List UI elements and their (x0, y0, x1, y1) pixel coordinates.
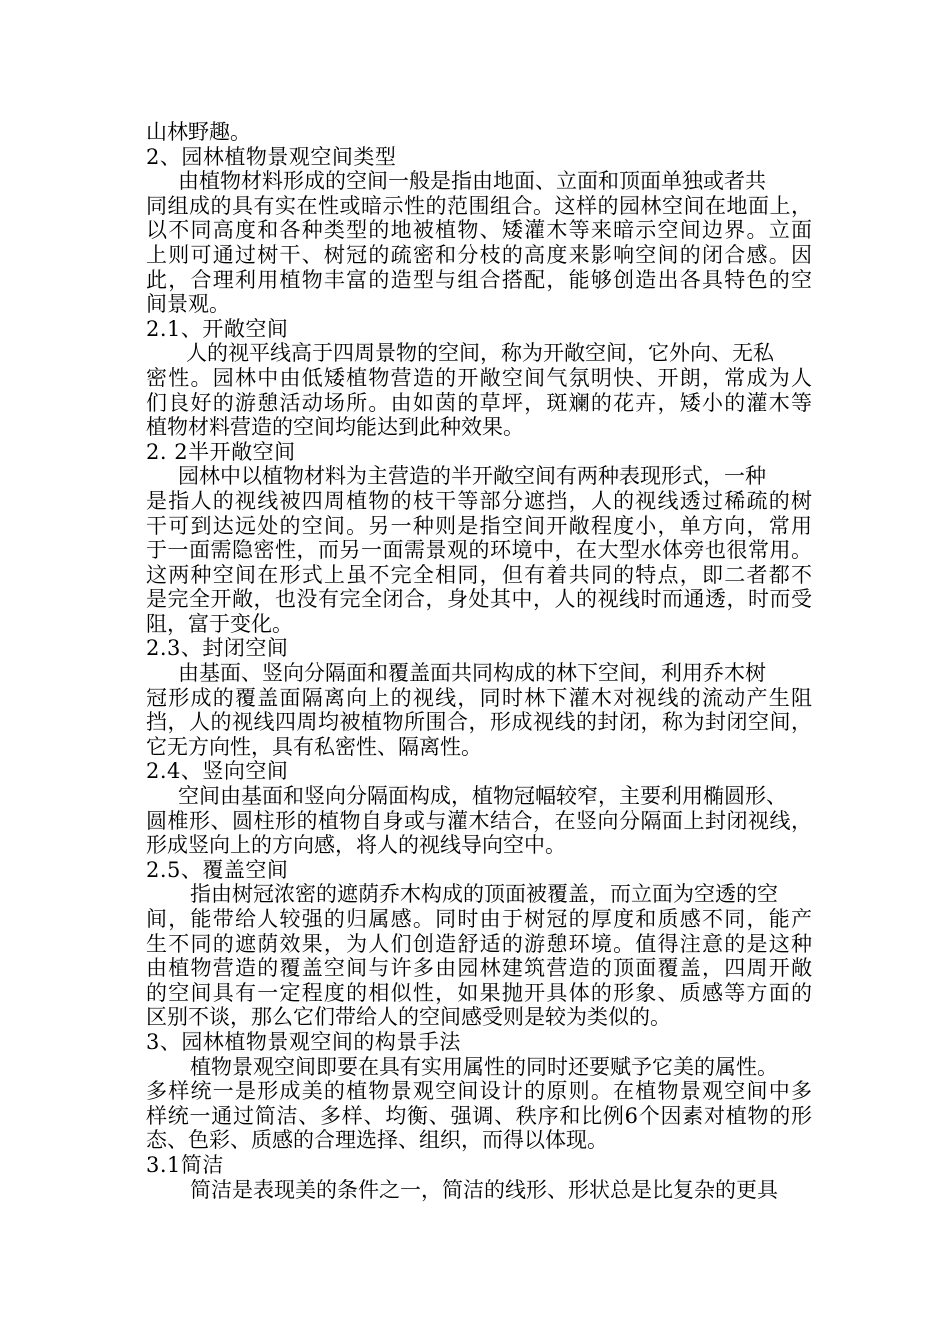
body-text-line: 间，能带给人较强的归属感。同时由于树冠的厚度和质感不同，能产 (146, 907, 812, 931)
section-heading: 2.1、开敞空间 (146, 316, 289, 341)
body-text-line: 间景观。 (146, 292, 230, 317)
body-text-line: 它无方向性，具有私密性、隔离性。 (146, 734, 482, 759)
section-heading: 2、园林植物景观空间类型 (146, 144, 397, 169)
body-text-line: 由植物营造的覆盖空间与许多由园林建筑营造的顶面覆盖，四周开敞 (146, 956, 812, 981)
section-heading: 2.3、封闭空间 (146, 636, 289, 661)
body-text-line: 区别不谈，那么它们带给人的空间感受则是较为类似的。 (146, 1005, 671, 1030)
body-text-line: 们良好的游憩活动场所。由如茵的草坪，斑斓的花卉，矮小的灌木等 (146, 390, 812, 415)
body-text-line: 形成竖向上的方向感，将人的视线导向空中。 (146, 833, 566, 858)
body-text-line: 山林野趣。 (146, 120, 251, 144)
paragraph-first-line: 由植物材料形成的空间一般是指由地面、立面和顶面单独或者共 (178, 169, 766, 194)
body-text-line: 冠形成的覆盖面隔离向上的视线，同时林下灌木对视线的流动产生阻 (146, 685, 812, 710)
body-text-line: 植物材料营造的空间均能达到此种效果。 (146, 415, 524, 440)
paragraph-first-line: 空间由基面和竖向分隔面构成，植物冠幅较窄，主要利用椭圆形、 (178, 784, 787, 809)
paragraph-first-line: 由基面、竖向分隔面和覆盖面共同构成的林下空间，利用乔木树 (178, 661, 766, 686)
body-text-line: 样统一通过简洁、多样、均衡、强调、秩序和比例6个因素对植物的形 (146, 1103, 812, 1128)
section-heading: 2.4、竖向空间 (146, 759, 289, 784)
section-heading: 2. 2半开敞空间 (146, 439, 296, 464)
paragraph-first-line: 植物景观空间即要在具有实用属性的同时还要赋予它美的属性。 (190, 1054, 778, 1079)
body-text-line: 同组成的具有实在性或暗示性的范围组合。这样的园林空间在地面上， (146, 193, 812, 218)
body-text-line: 圆椎形、圆柱形的植物自身或与灌木结合，在竖向分隔面上封闭视线， (146, 808, 812, 833)
paragraph-first-line: 园林中以植物材料为主营造的半开敞空间有两种表现形式，一种 (178, 464, 766, 489)
body-text-line: 密性。园林中由低矮植物营造的开敞空间气氛明快、开朗，常成为人 (146, 365, 812, 390)
section-heading: 3.1简洁 (146, 1152, 224, 1177)
body-text-line: 阻，富于变化。 (146, 611, 293, 636)
section-heading: 2.5、覆盖空间 (146, 857, 289, 882)
paragraph-first-line: 指由树冠浓密的遮荫乔木构成的顶面被覆盖，而立面为空透的空 (190, 882, 778, 907)
body-text-line: 此，合理利用植物丰富的造型与组合搭配，能够创造出各具特色的空 (146, 267, 812, 292)
body-text-line: 是完全开敞，也没有完全闭合，身处其中，人的视线时而通透，时而受 (146, 587, 812, 612)
body-text-line: 这两种空间在形式上虽不完全相同，但有着共同的特点，即二者都不 (146, 562, 812, 587)
body-text-line: 干可到达远处的空间。另一种则是指空间开敞程度小，单方向，常用 (146, 513, 812, 538)
body-text-line: 多样统一是形成美的植物景观空间设计的原则。在植物景观空间中多 (146, 1079, 812, 1104)
paragraph-first-line: 简洁是表现美的条件之一，简洁的线形、形状总是比复杂的更具 (190, 1177, 778, 1202)
body-text-line: 是指人的视线被四周植物的枝干等部分遮挡，人的视线透过稀疏的树 (146, 488, 812, 513)
body-text-line: 于一面需隐密性，而另一面需景观的环境中，在大型水体旁也很常用。 (146, 538, 812, 563)
body-text-line: 生不同的遮荫效果，为人们创造舒适的游憩环境。值得注意的是这种 (146, 931, 812, 956)
body-text-line: 态、色彩、质感的合理选择、组织，而得以体现。 (146, 1128, 608, 1153)
body-text-line: 以不同高度和各种类型的地被植物、矮灌木等来暗示空间边界。立面 (146, 218, 812, 243)
body-text-line: 上则可通过树干、树冠的疏密和分枝的高度来影响空间的闭合感。因 (146, 242, 812, 267)
document-body (146, 120, 812, 1202)
body-text-line: 挡，人的视线四周均被植物所围合，形成视线的封闭，称为封闭空间， (146, 710, 812, 735)
body-text-line: 的空间具有一定程度的相似性，如果抛开具体的形象、质感等方面的 (146, 980, 812, 1005)
section-heading: 3、园林植物景观空间的构景手法 (146, 1029, 461, 1054)
paragraph-first-line: 人的视平线高于四周景物的空间，称为开敞空间，它外向、无私 (186, 341, 774, 366)
